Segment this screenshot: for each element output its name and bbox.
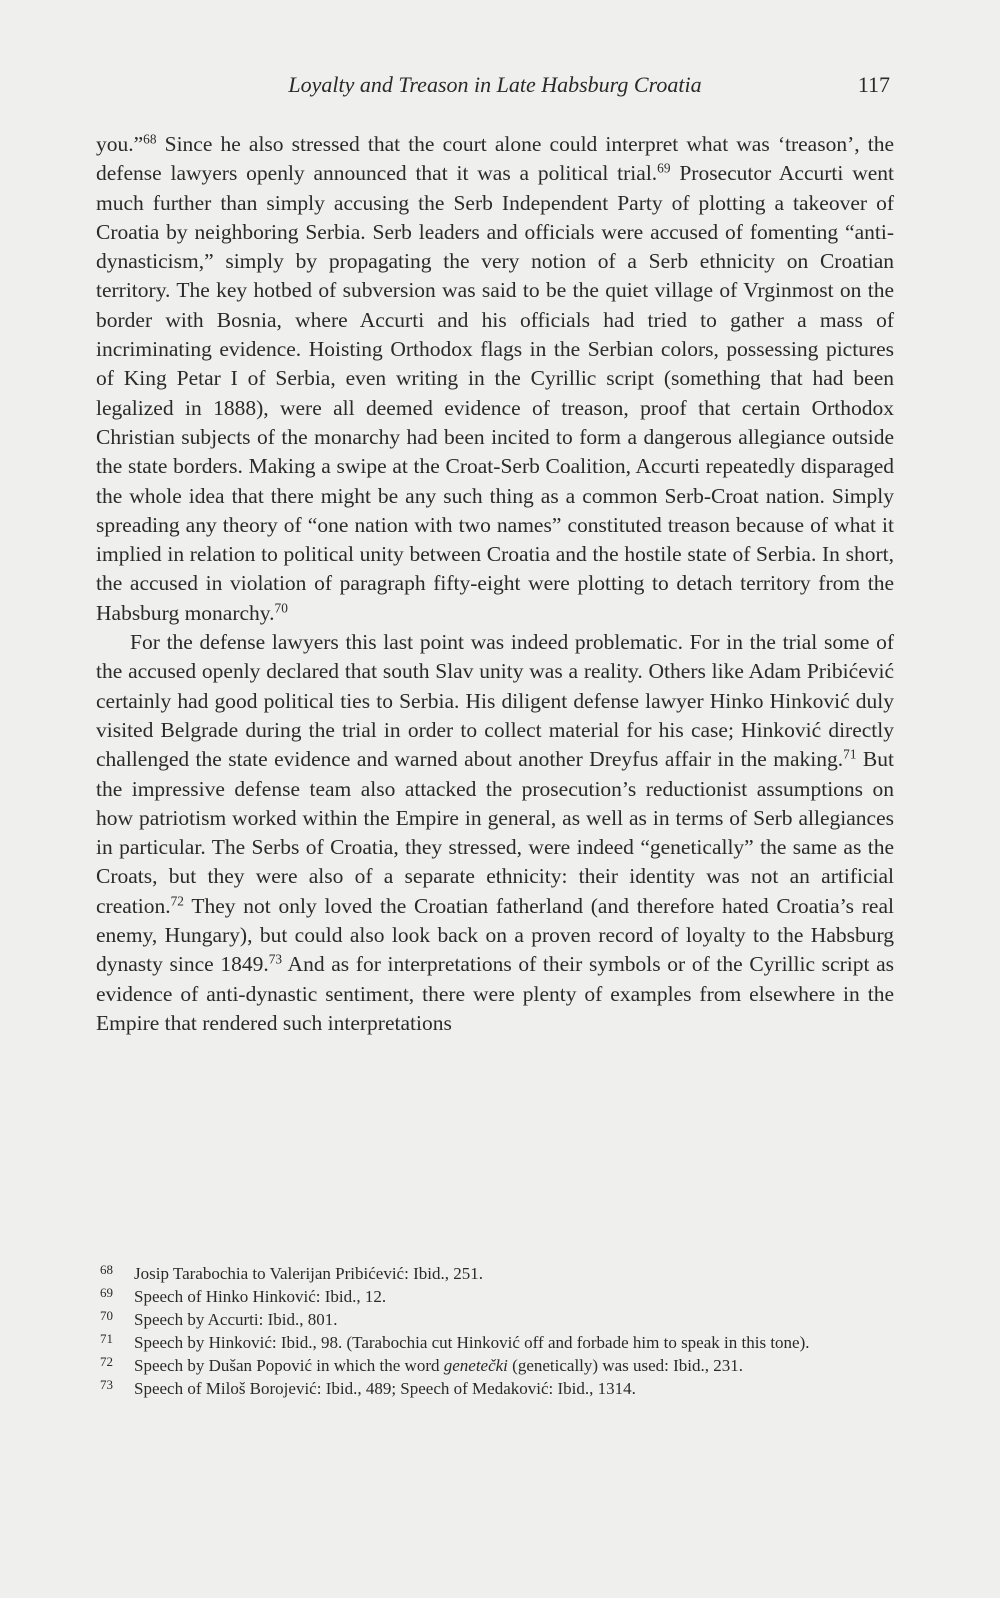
footnote-69 bbox=[100, 1285, 894, 1308]
body-text bbox=[96, 130, 894, 1038]
text-run: But the impressive defense team also attacked the prosecution’s reductionist assumptions on how patriotism worked within the Empire in general, as well as in terms of Serb allegiances in particular. The Serbs of Croatia, they stressed, were indeed “genetically” the same as the Croats, but they were also of a separate ethnicity: their identity was not an artificial creation. bbox=[96, 747, 894, 918]
text-run: Prosecutor Accurti went much further than simply accusing the Serb Independent Party of plotting a takeover of Croatia by neighboring Serbia. Serb leaders and officials were accused of fomenting “anti-dynasticism,” simply by propagating the very notion of a Serb ethnicity on Croatian territory. The key hotbed of subversion was said to be the quiet village of Vrginmost on the border with Bosnia, where Accurti and his officials had tried to gather a mass of incriminating evidence. Hoisting Orthodox flags in the Serbian colors, possessing pictures of King Petar I of Serbia, even writing in the Cyrillic script (something that had been legalized in 1888), were all deemed evidence of treason, proof that certain Orthodox Christian subjects of the monarchy had been incited to form a dangerous allegiance outside the state borders. Making a swipe at the Croat-Serb Coalition, Accurti repeatedly disparaged the whole idea that there might be any such thing as a common Serb-Croat nation. Simply spreading any theory of “one nation with two names” constituted treason because of what it implied in relation to political unity between Croatia and the hostile state of Serbia. In short, the accused in violation of paragraph fifty-eight were plotting to detach territory from the Habsburg monarchy. bbox=[96, 161, 894, 625]
text-run: Since he also stressed that the court alone could interpret what was ‘treason’, the defense lawyers openly announced that it was a political trial. bbox=[96, 132, 894, 186]
footnote-text: Speech of Hinko Hinković: Ibid., 12. bbox=[134, 1287, 387, 1306]
footnote-text: Speech by Hinković: Ibid., 98. (Tarabochia cut Hinković off and forbade him to speak in this tone). bbox=[134, 1333, 810, 1352]
footnote-number: 71 bbox=[100, 1331, 113, 1346]
footnote-text: (genetically) was used: Ibid., 231. bbox=[507, 1356, 744, 1375]
text-run: you.” bbox=[96, 132, 144, 156]
footnote-ref-69[interactable]: 69 bbox=[657, 160, 671, 176]
footnote-text: Speech of Miloš Borojević: Ibid., 489; Speech of Medaković: Ibid., 1314. bbox=[134, 1379, 636, 1398]
running-head bbox=[96, 70, 894, 102]
footnote-ref-70[interactable]: 70 bbox=[274, 600, 288, 616]
footnote-number: 73 bbox=[100, 1377, 113, 1392]
footnote-ref-72[interactable]: 72 bbox=[170, 893, 184, 909]
footnote-text: Speech by Accurti: Ibid., 801. bbox=[134, 1310, 338, 1329]
footnote-ref-71[interactable]: 71 bbox=[843, 746, 857, 762]
text-run: For the defense lawyers this last point was indeed problematic. For in the trial some of the accused openly declared that south Slav unity was a reality. Others like Adam Pribićević certainly had good political ties to Serbia. His diligent defense lawyer Hinko Hinković duly visited Belgrade during the trial in order to collect material for his case; Hinković directly challenged the state evidence and warned about another Dreyfus affair in the making. bbox=[96, 630, 894, 772]
footnote-ref-68[interactable]: 68 bbox=[143, 131, 157, 147]
page-number: 117 bbox=[857, 72, 890, 97]
footnote-number: 68 bbox=[100, 1262, 113, 1277]
footnote-71 bbox=[100, 1331, 894, 1354]
footnote-68 bbox=[100, 1262, 894, 1285]
footnote-73 bbox=[100, 1377, 894, 1400]
footnote-70 bbox=[100, 1308, 894, 1331]
footnote-text: Speech by Dušan Popović in which the word bbox=[134, 1356, 444, 1375]
text-run: They not only loved the Croatian fatherland (and therefore hated Croatia’s real enemy, Hungary), but could also look back on a proven record of loyalty to the Habsburg dynasty since 1849. bbox=[96, 893, 894, 977]
paragraph-1 bbox=[96, 130, 894, 628]
footnote-number: 72 bbox=[100, 1354, 113, 1369]
footnote-text: Josip Tarabochia to Valerijan Pribićević: Ibid., 251. bbox=[134, 1264, 483, 1283]
paragraph-2 bbox=[96, 628, 894, 1038]
footnote-ref-73[interactable]: 73 bbox=[268, 951, 283, 967]
running-title: Loyalty and Treason in Late Habsburg Croatia bbox=[288, 72, 702, 97]
footnote-italic-term: genetečki bbox=[443, 1356, 508, 1375]
footnote-72 bbox=[100, 1354, 894, 1377]
footnotes bbox=[100, 1262, 894, 1400]
footnote-number: 69 bbox=[100, 1285, 113, 1300]
footnote-number: 70 bbox=[100, 1308, 113, 1323]
text-run: And as for interpretations of their symbols or of the Cyrillic script as evidence of anti-dynastic sentiment, there were plenty of examples from elsewhere in the Empire that rendered such interpretations bbox=[96, 952, 894, 1035]
